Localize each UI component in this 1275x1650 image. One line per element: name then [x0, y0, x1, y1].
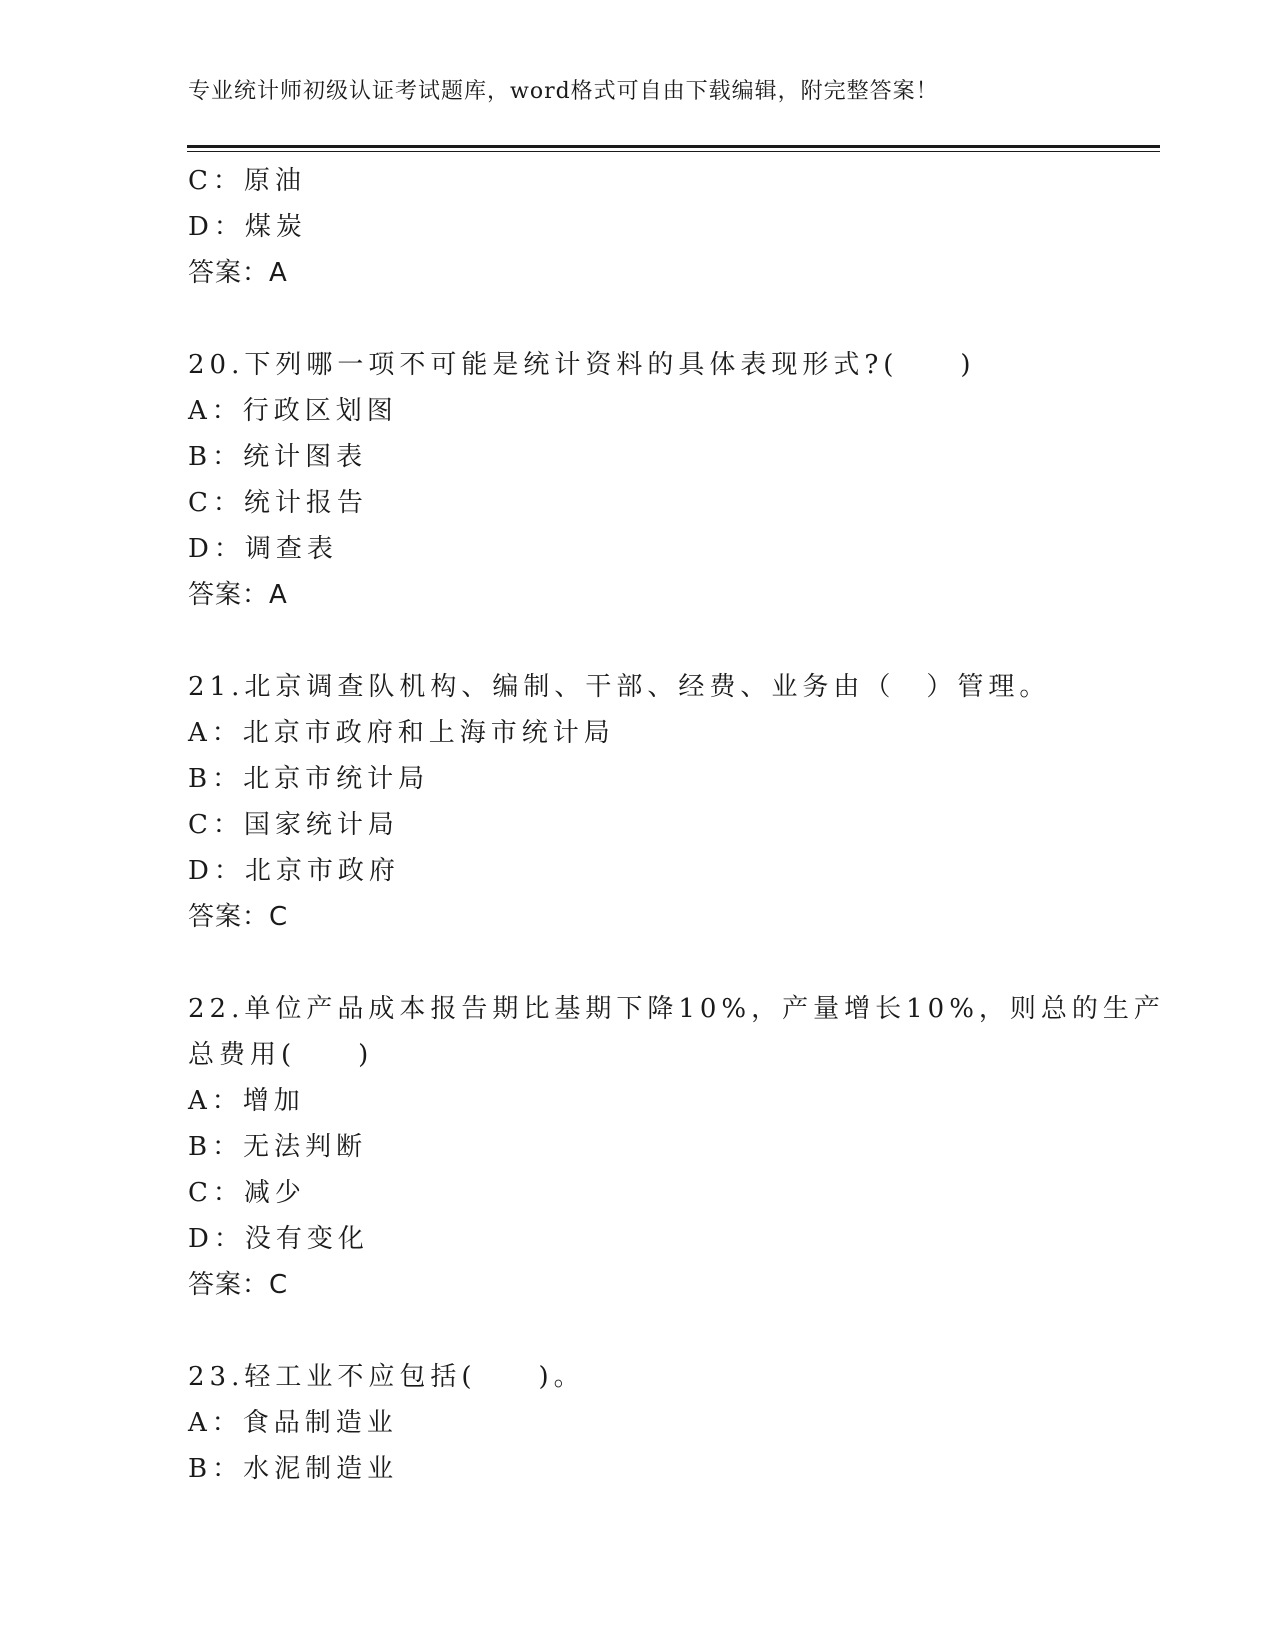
spacer	[188, 296, 1088, 342]
question-text: 21.北京调查队机构、编制、干部、经费、业务由（ ）管理。	[188, 672, 1051, 702]
question-partial	[188, 158, 1088, 296]
answer: 答案：A	[188, 580, 288, 610]
option-b: B：水泥制造业	[188, 1454, 399, 1484]
spacer	[188, 618, 1088, 664]
option-d: D：北京市政府	[188, 856, 400, 886]
question-text: 23.轻工业不应包括( )。	[188, 1362, 585, 1392]
page-header: 专业统计师初级认证考试题库，word格式可自由下载编辑，附完整答案！	[188, 79, 939, 104]
question-22	[188, 986, 1165, 1308]
option-c: C：原油	[188, 166, 306, 196]
option-d: D：没有变化	[188, 1224, 369, 1254]
option-d: D：煤炭	[188, 212, 307, 242]
option-b: B：北京市统计局	[188, 764, 430, 794]
option-c: C：减少	[188, 1178, 306, 1208]
answer: 答案：C	[188, 902, 289, 932]
option-a: A：食品制造业	[188, 1408, 398, 1438]
answer: 答案：A	[188, 258, 288, 288]
question-text-line-1: 22.单位产品成本报告期比基期下降10%，产量增长10%，则总的生产	[188, 994, 1165, 1024]
question-23	[188, 1354, 1088, 1492]
question-20	[188, 342, 1088, 618]
document-body	[188, 158, 1165, 1492]
spacer	[188, 940, 1088, 986]
option-a: A：行政区划图	[188, 396, 398, 426]
option-a: A：增加	[188, 1086, 305, 1116]
option-c: C：统计报告	[188, 488, 368, 518]
option-b: B：无法判断	[188, 1132, 368, 1162]
spacer	[188, 1308, 1088, 1354]
header-divider	[187, 145, 1160, 152]
question-text-line-2: 总费用( )	[188, 1040, 374, 1070]
option-d: D：调查表	[188, 534, 338, 564]
option-b: B：统计图表	[188, 442, 368, 472]
option-c: C：国家统计局	[188, 810, 399, 840]
question-21	[188, 664, 1088, 940]
answer: 答案：C	[188, 1270, 289, 1300]
option-a: A：北京市政府和上海市统计局	[188, 718, 615, 748]
question-text: 20.下列哪一项不可能是统计资料的具体表现形式?( )	[188, 350, 976, 380]
